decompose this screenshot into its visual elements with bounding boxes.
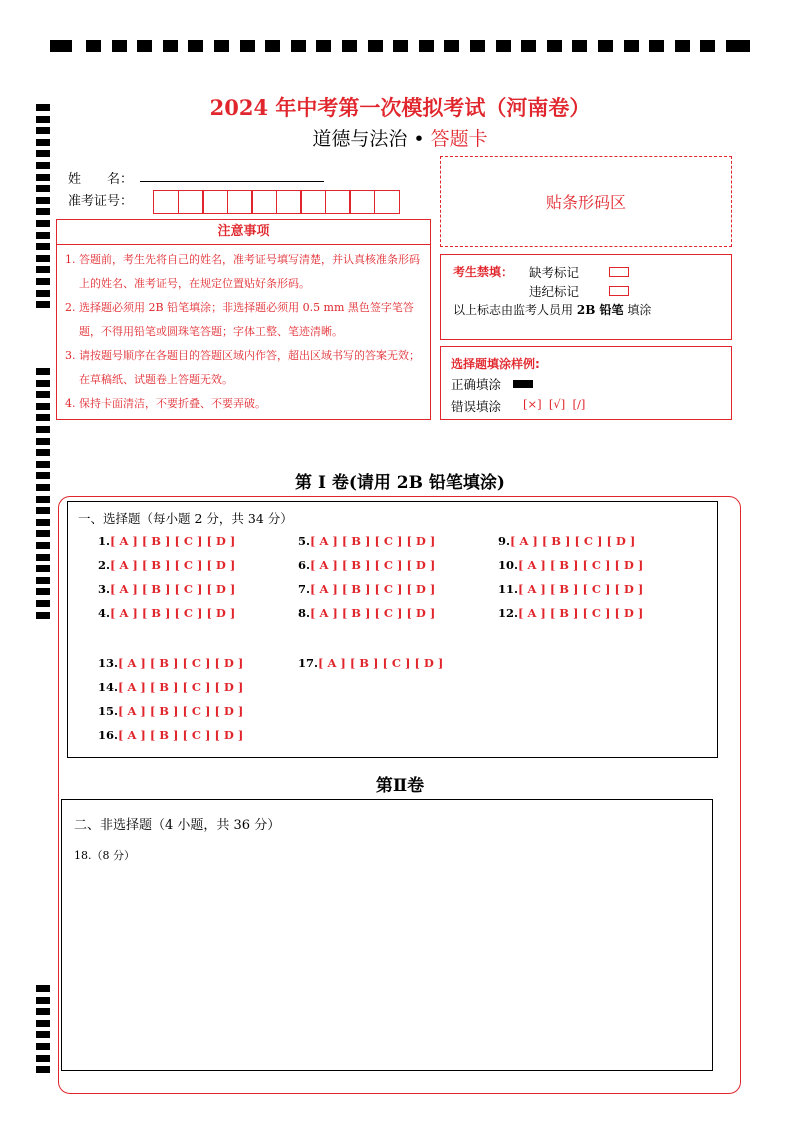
choice-question[interactable] xyxy=(298,606,435,620)
timing-mark xyxy=(342,40,357,52)
timing-mark xyxy=(470,40,485,52)
absent-mark-label: 缺考标记 xyxy=(529,265,580,280)
timing-mark xyxy=(112,40,127,52)
examinee-forbidden-box xyxy=(440,254,732,340)
timing-mark xyxy=(36,600,50,607)
barcode-area: 贴条形码区 xyxy=(440,156,732,247)
non-choice-answer-box[interactable] xyxy=(61,799,713,1071)
timing-mark xyxy=(86,40,101,52)
notice-item-text: 答题前，考生先将自己的姓名，准考证号填写清楚，并认真核准条形码上的姓名、准考证号，在规定位置贴好条形码。 xyxy=(79,253,420,290)
question-number: 17. xyxy=(298,656,319,670)
multiple-choice-heading: 一、选择题（每小题 2 分，共 34 分） xyxy=(78,511,293,526)
answer-options[interactable]: [ A ] [ B ] [ C ] [ D ] xyxy=(118,656,244,670)
notice-title: 注意事项 xyxy=(57,220,430,245)
id-digit-box[interactable] xyxy=(276,190,302,214)
notice-item xyxy=(65,392,424,416)
timing-mark xyxy=(598,40,613,52)
violation-mark-label: 违纪标记 xyxy=(529,284,580,299)
timing-mark xyxy=(36,266,50,273)
name-field[interactable] xyxy=(140,181,324,182)
timing-mark xyxy=(36,496,50,503)
timing-mark xyxy=(36,554,50,561)
subject-name: 道德与法治 xyxy=(312,128,408,150)
answer-options[interactable]: [ A ] [ B ] [ C ] [ D ] xyxy=(518,582,644,596)
question-number: 3. xyxy=(98,582,111,596)
choice-question[interactable] xyxy=(98,558,235,572)
choice-question[interactable] xyxy=(98,656,243,670)
choice-question[interactable] xyxy=(98,534,235,548)
question-number: 1. xyxy=(98,534,111,548)
part1-title: 第 I 卷(请用 2B 铅笔填涂) xyxy=(295,473,505,493)
question-number: 9. xyxy=(498,534,511,548)
timing-mark xyxy=(214,40,229,52)
answer-options[interactable]: [ A ] [ B ] [ C ] [ D ] xyxy=(110,606,236,620)
timing-mark xyxy=(624,40,639,52)
timing-mark xyxy=(265,40,280,52)
question-18-label: 18.（8 分） xyxy=(74,849,135,862)
question-number: 5. xyxy=(298,534,311,548)
timing-mark xyxy=(36,220,50,227)
timing-mark xyxy=(36,380,50,387)
timing-mark xyxy=(36,368,50,375)
timing-mark xyxy=(675,40,690,52)
notice-item xyxy=(65,344,424,392)
answer-options[interactable]: [ A ] [ B ] [ C ] [ D ] xyxy=(518,558,644,572)
notice-item-number: 3. xyxy=(65,349,76,362)
timing-mark xyxy=(36,612,50,619)
timing-mark xyxy=(36,577,50,584)
id-digit-box[interactable] xyxy=(374,190,400,214)
timing-mark xyxy=(36,997,50,1004)
notice-list xyxy=(65,248,424,416)
timing-mark xyxy=(137,40,152,52)
notice-item-number: 1. xyxy=(65,253,76,266)
timing-mark xyxy=(36,162,50,169)
forbidden-note xyxy=(453,301,651,318)
timing-mark xyxy=(36,185,50,192)
question-number: 16. xyxy=(98,728,119,742)
wrong-fill-marks: [×] [√] [/] xyxy=(523,397,586,411)
timing-mark xyxy=(240,40,255,52)
correct-fill-label: 正确填涂 xyxy=(451,377,502,392)
sample-title: 选择题填涂样例: xyxy=(451,357,540,371)
timing-mark xyxy=(36,519,50,526)
choice-question[interactable] xyxy=(298,558,435,572)
timing-mark xyxy=(316,40,331,52)
answer-options[interactable]: [ A ] [ B ] [ C ] [ D ] xyxy=(310,582,436,596)
part2-title: 第Ⅱ卷 xyxy=(375,776,425,796)
choice-question[interactable] xyxy=(98,704,243,718)
timing-mark xyxy=(547,40,562,52)
wrong-fill-label: 错误填涂 xyxy=(451,399,502,414)
id-digit-box[interactable] xyxy=(202,190,228,214)
timing-mark xyxy=(726,40,750,52)
timing-mark xyxy=(572,40,587,52)
timing-mark xyxy=(649,40,664,52)
non-choice-heading: 二、非选择题（4 小题，共 36 分） xyxy=(74,818,281,833)
timing-mark xyxy=(36,403,50,410)
timing-mark xyxy=(419,40,434,52)
timing-mark xyxy=(36,507,50,514)
name-label: 姓 名： xyxy=(68,172,134,187)
id-digit-box[interactable] xyxy=(251,190,277,214)
id-digit-box[interactable] xyxy=(227,190,253,214)
timing-mark xyxy=(36,449,50,456)
notice-item-number: 4. xyxy=(65,397,76,410)
timing-mark xyxy=(163,40,178,52)
id-digit-box[interactable] xyxy=(153,190,179,214)
answer-options[interactable]: [ A ] [ B ] [ C ] [ D ] xyxy=(118,704,244,718)
timing-marks-top xyxy=(50,40,750,52)
forbidden-note-prefix: 以上标志由监考人员用 xyxy=(453,303,574,317)
correct-fill-mark xyxy=(513,380,533,388)
forbidden-note-suffix: 填涂 xyxy=(627,303,652,317)
notice-box xyxy=(56,219,431,420)
answer-options[interactable]: [ A ] [ B ] [ C ] [ D ] xyxy=(510,534,636,548)
timing-mark xyxy=(36,1020,50,1027)
notice-item-number: 2. xyxy=(65,301,76,314)
answer-options[interactable]: [ A ] [ B ] [ C ] [ D ] xyxy=(110,582,236,596)
notice-item-text: 请按题号顺序在各题目的答题区域内作答，超出区域书写的答案无效；在草稿纸、试题卷上答题无效。 xyxy=(79,349,420,386)
timing-mark xyxy=(36,565,50,572)
timing-mark xyxy=(368,40,383,52)
question-number: 12. xyxy=(498,606,519,620)
timing-mark xyxy=(36,208,50,215)
timing-mark xyxy=(36,438,50,445)
timing-mark xyxy=(36,588,50,595)
timing-mark xyxy=(36,1031,50,1038)
question-number: 15. xyxy=(98,704,119,718)
answer-options[interactable]: [ A ] [ B ] [ C ] [ D ] xyxy=(310,606,436,620)
timing-mark xyxy=(36,290,50,297)
choice-question[interactable] xyxy=(98,680,243,694)
title-dot: • xyxy=(413,128,425,150)
notice-item xyxy=(65,248,424,296)
id-digit-box[interactable] xyxy=(300,190,326,214)
choice-question[interactable] xyxy=(498,606,643,620)
timing-mark xyxy=(36,232,50,239)
timing-mark xyxy=(36,255,50,262)
forbidden-label: 考生禁填： xyxy=(453,265,514,279)
timing-mark xyxy=(36,414,50,421)
answer-options[interactable]: [ A ] [ B ] [ C ] [ D ] xyxy=(518,606,644,620)
choice-question[interactable] xyxy=(298,656,443,670)
choice-question[interactable] xyxy=(298,534,435,548)
choice-question[interactable] xyxy=(498,558,643,572)
timing-mark xyxy=(393,40,408,52)
question-number: 10. xyxy=(498,558,519,572)
timing-mark xyxy=(36,1008,50,1015)
id-digit-box[interactable] xyxy=(325,190,351,214)
notice-item-text: 选择题必须用 2B 铅笔填涂；非选择题必须用 0.5 mm 黑色签字笔答题，不得用铅笔或圆珠笔答题；字体工整、笔迹清晰。 xyxy=(79,301,414,338)
answer-options[interactable]: [ A ] [ B ] [ C ] [ D ] xyxy=(118,728,244,742)
notice-item-text: 保持卡面清洁，不要折叠、不要弄破。 xyxy=(79,397,266,410)
timing-mark xyxy=(36,243,50,250)
exam-title: 2024 年中考第一次模拟考试（河南卷） xyxy=(209,95,591,120)
question-number: 14. xyxy=(98,680,119,694)
answer-options[interactable]: [ A ] [ B ] [ C ] [ D ] xyxy=(110,558,236,572)
timing-mark xyxy=(36,542,50,549)
timing-mark xyxy=(50,40,72,52)
timing-mark xyxy=(36,1055,50,1062)
question-number: 13. xyxy=(98,656,119,670)
absent-mark-box xyxy=(609,267,629,277)
answer-options[interactable]: [ A ] [ B ] [ C ] [ D ] xyxy=(110,534,236,548)
question-number: 4. xyxy=(98,606,111,620)
timing-mark xyxy=(188,40,203,52)
timing-mark xyxy=(36,197,50,204)
answer-options[interactable]: [ A ] [ B ] [ C ] [ D ] xyxy=(118,680,244,694)
choice-question[interactable] xyxy=(498,582,643,596)
timing-mark xyxy=(521,40,536,52)
choice-question[interactable] xyxy=(298,582,435,596)
exam-subtitle xyxy=(0,124,800,151)
id-digit-box[interactable] xyxy=(178,190,204,214)
timing-mark xyxy=(36,301,50,308)
timing-mark xyxy=(36,174,50,181)
answer-options[interactable]: [ A ] [ B ] [ C ] [ D ] xyxy=(310,558,436,572)
timing-mark xyxy=(36,1066,50,1073)
answer-options[interactable]: [ A ] [ B ] [ C ] [ D ] xyxy=(318,656,444,670)
id-number-boxes[interactable] xyxy=(153,190,398,214)
timing-mark xyxy=(36,150,50,157)
question-number: 2. xyxy=(98,558,111,572)
timing-mark xyxy=(36,461,50,468)
timing-mark xyxy=(36,278,50,285)
timing-mark xyxy=(36,1043,50,1050)
timing-mark xyxy=(36,391,50,398)
timing-mark xyxy=(36,985,50,992)
choice-question[interactable] xyxy=(98,582,235,596)
timing-mark xyxy=(36,426,50,433)
choice-question[interactable] xyxy=(98,606,235,620)
question-number: 7. xyxy=(298,582,311,596)
question-number: 11. xyxy=(498,582,519,596)
forbidden-note-bold: 2B 铅笔 xyxy=(576,303,624,317)
id-digit-box[interactable] xyxy=(349,190,375,214)
timing-mark xyxy=(291,40,306,52)
timing-mark xyxy=(700,40,715,52)
answer-card-label: 答题卡 xyxy=(430,128,488,150)
notice-item xyxy=(65,296,424,344)
timing-mark xyxy=(36,530,50,537)
answer-options[interactable]: [ A ] [ B ] [ C ] [ D ] xyxy=(310,534,436,548)
question-number: 6. xyxy=(298,558,311,572)
id-label: 准考证号： xyxy=(68,194,134,209)
choice-question[interactable] xyxy=(98,728,243,742)
violation-mark-box xyxy=(609,286,629,296)
timing-mark xyxy=(444,40,459,52)
question-number: 8. xyxy=(298,606,311,620)
choice-question[interactable] xyxy=(498,534,635,548)
timing-mark xyxy=(496,40,511,52)
fill-sample-box xyxy=(440,346,732,420)
